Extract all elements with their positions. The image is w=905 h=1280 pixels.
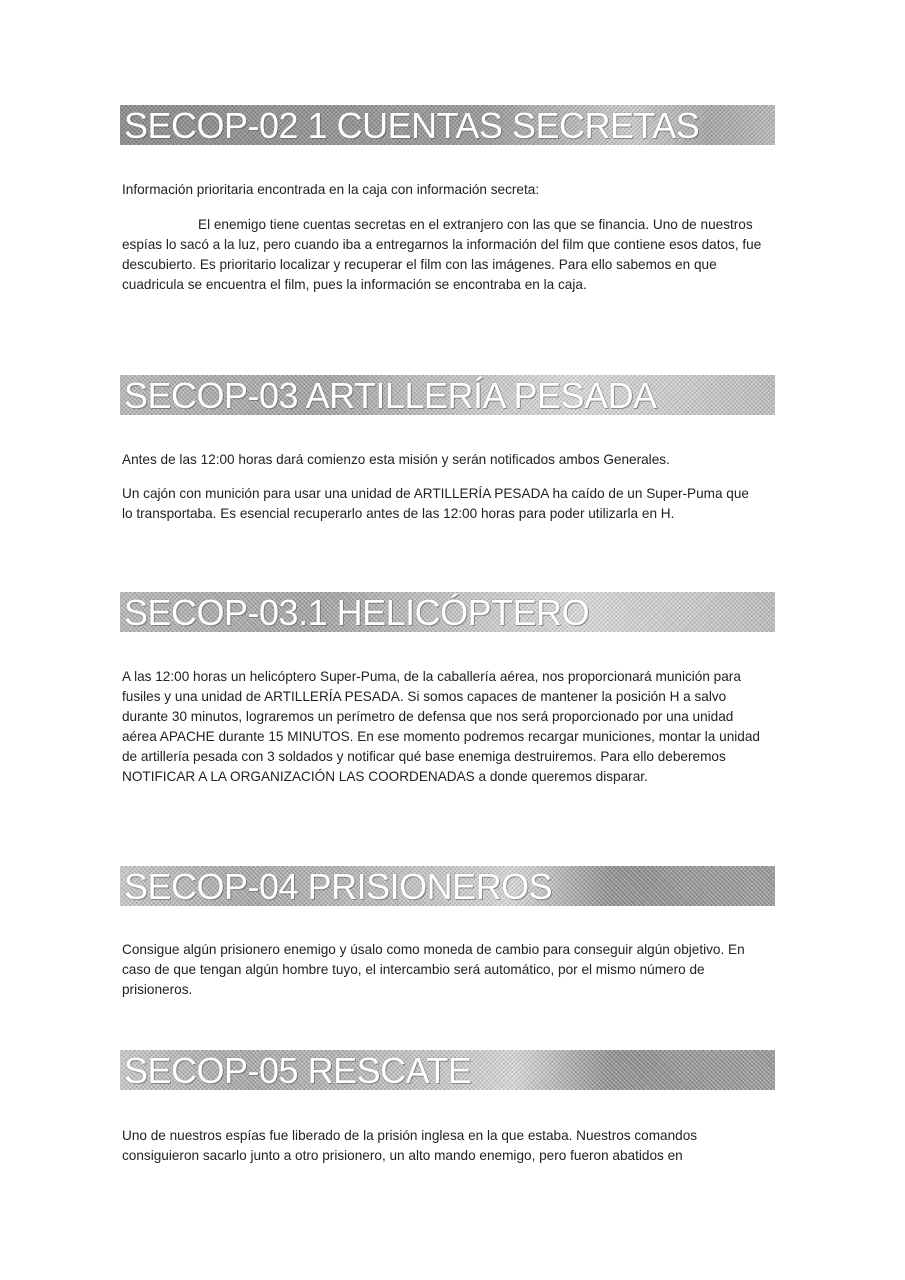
- section-header-prisioneros: [120, 866, 775, 906]
- section-title: SECOP-04 PRISIONEROS: [124, 866, 553, 906]
- section-title: SECOP-02 1 CUENTAS SECRETAS: [124, 105, 700, 145]
- section-body-text: El enemigo tiene cuentas secretas en el extranjero con las que se financia. Uno de nuestros espías lo sacó a la luz, pero cuando iba a entregarnos la información del film que contiene esos datos, fue descubierto. Es prioritario localizar y recuperar el film con las imágenes. Para ello sabemos en que cuadricula se encuentra el film, pues la información se encontraba en la caja.: [122, 217, 762, 292]
- section-body-text: Consigue algún prisionero enemigo y úsalo como moneda de cambio para conseguir algún objetivo. En caso de que tengan algún hombre tuyo, el intercambio será automático, por el mismo número de prisioneros.: [122, 942, 745, 997]
- section-body-text: Un cajón con munición para usar una unidad de ARTILLERÍA PESADA ha caído de un Super-Puma que lo transportaba. Es esencial recuperarlo antes de las 12:00 horas para poder utilizarla en H.: [122, 486, 749, 521]
- section-title: SECOP-03.1 HELICÓPTERO: [124, 592, 590, 632]
- section-header-cuentas-secretas: [120, 105, 775, 145]
- section-title: SECOP-05 RESCATE: [124, 1050, 472, 1090]
- section-header-artilleria-pesada: [120, 375, 775, 415]
- section-intro-text: Antes de las 12:00 horas dará comienzo esta misión y serán notificados ambos Generales.: [122, 452, 670, 467]
- section-body-text: Uno de nuestros espías fue liberado de la prisión inglesa en la que estaba. Nuestros comandos consiguieron sacarlo junto a otro prisionero, un alto mando enemigo, pero fueron abatidos en: [122, 1128, 698, 1163]
- section-header-rescate: [120, 1050, 775, 1090]
- section-body-text: A las 12:00 horas un helicóptero Super-Puma, de la caballería aérea, nos proporcionará munición para fusiles y una unidad de ARTILLERÍA PESADA. Si somos capaces de mantener la posición H a salvo durante 30 minutos, lograremos un perímetro de defensa que nos será proporcionado por una unidad aérea APACHE durante 15 MINUTOS. En ese momento podremos recargar municiones, montar la unidad de artillería pesada con 3 soldados y notificar qué base enemiga destruiremos. Para ello deberemos NOTIFICAR A LA ORGANIZACIÓN LAS COORDENADAS a donde queremos disparar.: [122, 669, 760, 784]
- section-header-helicoptero: [120, 592, 775, 632]
- section-intro-text: Información prioritaria encontrada en la caja con información secreta:: [122, 182, 540, 197]
- section-title: SECOP-03 ARTILLERÍA PESADA: [124, 375, 657, 415]
